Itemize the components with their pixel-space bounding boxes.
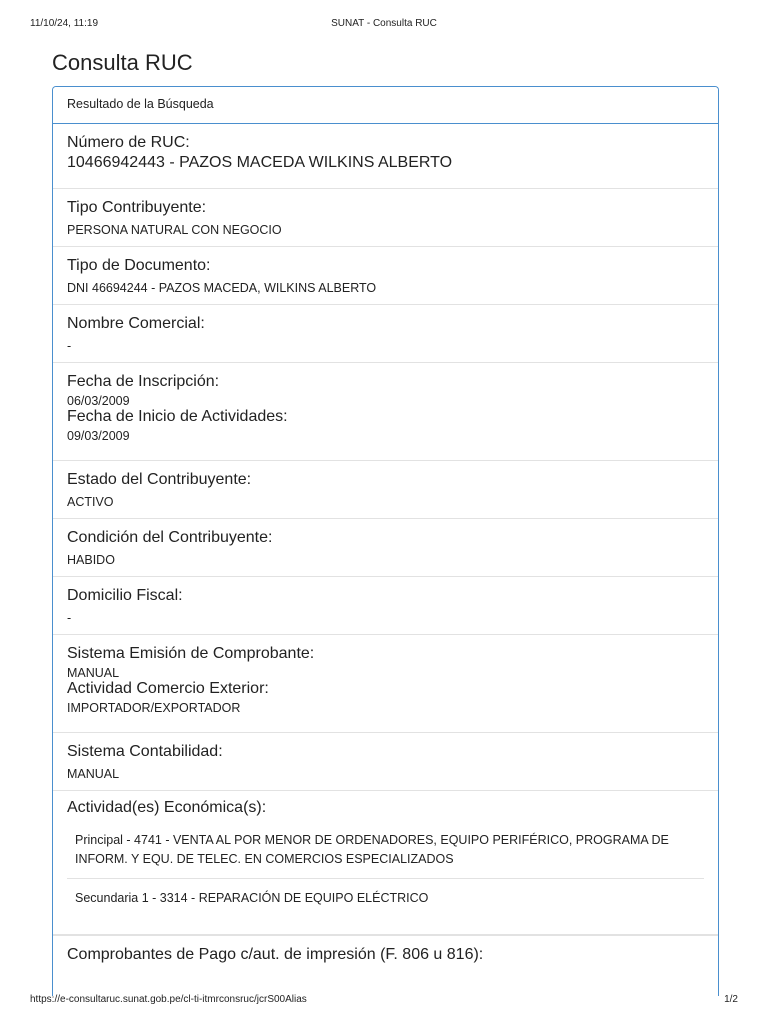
domicilio-value: - <box>67 611 72 625</box>
print-page-count: 1/2 <box>724 994 738 1005</box>
print-datetime: 11/10/24, 11:19 <box>30 18 99 29</box>
contabilidad-label: Sistema Contabilidad: <box>67 743 223 760</box>
domicilio-label: Domicilio Fiscal: <box>67 587 183 604</box>
tipo-contribuyente-row <box>53 189 718 247</box>
tipo-contribuyente-value: PERSONA NATURAL CON NEGOCIO <box>67 223 282 237</box>
print-url: https://e-consultaruc.sunat.gob.pe/cl-ti-itmrconsruc/jcrS00Alias <box>30 994 307 1005</box>
print-footer <box>30 994 738 1008</box>
contabilidad-value: MANUAL <box>67 767 120 781</box>
actividad-principal: Principal - 4741 - VENTA AL POR MENOR DE ORDENADORES, EQUIPO PERIFÉRICO, PROGRAMA DE INFORM. Y EQU. DE TELEC. EN COMERCIOS ESPECIALIZADOS <box>67 825 704 879</box>
ruc-row <box>53 124 718 189</box>
page-title: Consulta RUC <box>52 50 193 75</box>
fecha-inicio-value: 09/03/2009 <box>67 429 130 443</box>
print-document-title: SUNAT - Consulta RUC <box>331 18 437 29</box>
actividades-row <box>53 791 718 935</box>
contabilidad-row <box>53 733 718 791</box>
sistema-emision-label: Sistema Emisión de Comprobante: <box>67 645 315 662</box>
condicion-label: Condición del Contribuyente: <box>67 529 273 546</box>
comprobantes-label: Comprobantes de Pago c/aut. de impresión (F. 806 u 816): <box>67 946 484 963</box>
fechas-row <box>53 363 718 461</box>
results-panel <box>52 86 719 996</box>
estado-label: Estado del Contribuyente: <box>67 471 252 488</box>
ruc-label: Número de RUC: <box>67 134 190 151</box>
sistema-emision-value: MANUAL <box>67 666 120 680</box>
panel-heading: Resultado de la Búsqueda <box>53 87 718 124</box>
comercio-exterior-label: Actividad Comercio Exterior: <box>67 680 269 697</box>
fecha-inscripcion-value: 06/03/2009 <box>67 394 130 408</box>
comercio-exterior-value: IMPORTADOR/EXPORTADOR <box>67 701 241 715</box>
sistemas-row <box>53 635 718 733</box>
nombre-comercial-row <box>53 305 718 363</box>
estado-value: ACTIVO <box>67 495 114 509</box>
tipo-documento-value: DNI 46694244 - PAZOS MACEDA, WILKINS ALBERTO <box>67 281 377 295</box>
condicion-value: HABIDO <box>67 553 115 567</box>
condicion-row <box>53 519 718 577</box>
actividades-label: Actividad(es) Económica(s): <box>67 799 267 816</box>
actividad-secundaria: Secundaria 1 - 3314 - REPARACIÓN DE EQUIPO ELÉCTRICO <box>75 891 429 905</box>
domicilio-row <box>53 577 718 635</box>
tipo-contribuyente-label: Tipo Contribuyente: <box>67 199 207 216</box>
tipo-documento-row <box>53 247 718 305</box>
print-header <box>30 18 738 32</box>
ruc-value: 10466942443 - PAZOS MACEDA WILKINS ALBERTO <box>67 154 453 171</box>
nombre-comercial-label: Nombre Comercial: <box>67 315 205 332</box>
comprobantes-row <box>53 935 718 995</box>
nombre-comercial-value: - <box>67 339 72 353</box>
estado-row <box>53 461 718 519</box>
fecha-inicio-label: Fecha de Inicio de Actividades: <box>67 408 288 425</box>
tipo-documento-label: Tipo de Documento: <box>67 257 211 274</box>
fecha-inscripcion-label: Fecha de Inscripción: <box>67 373 220 390</box>
